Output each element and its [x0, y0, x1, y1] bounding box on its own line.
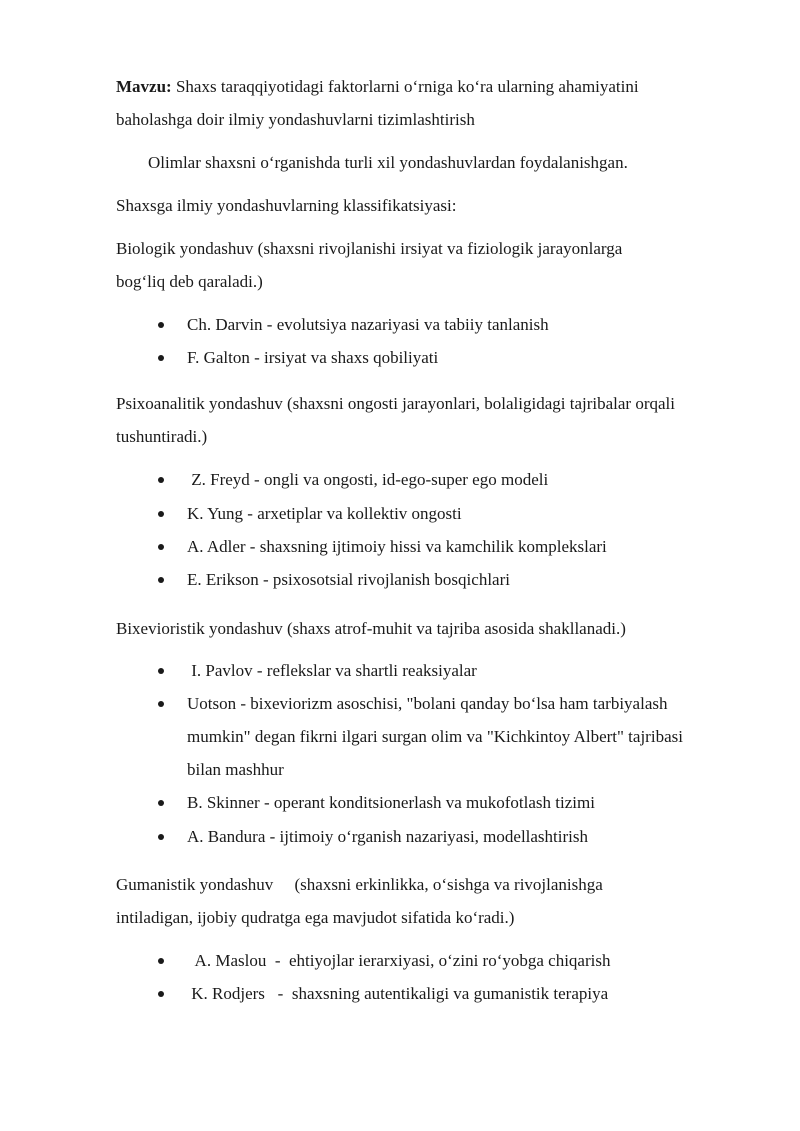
- bullet-icon: [158, 800, 164, 806]
- list-item: K. Rodjers - shaxsning autentikaligi va gumanistik terapiya: [0, 983, 800, 1005]
- bullet-icon: [158, 991, 164, 997]
- list-item: A. Adler - shaxsning ijtimoiy hissi va kamchilik komplekslari: [0, 536, 800, 558]
- section-title-psixoanalitik: Psixoanalitik yondashuv (shaxsni ongosti jarayonlari, bolaligidagi tajribalar orqali: [116, 394, 675, 413]
- classification-title: Shaxsga ilmiy yondashuvlarning klassifikatsiyasi:: [116, 196, 457, 215]
- section-title-biologik-cont: bog‘liq deb qaraladi.): [116, 272, 263, 291]
- section-title-biologik: Biologik yondashuv (shaxsni rivojlanishi irsiyat va fiziologik jarayonlarga: [116, 239, 623, 258]
- list-item: E. Erikson - psixosotsial rivojlanish bosqichlari: [0, 569, 800, 591]
- bullet-icon: [158, 477, 164, 483]
- bullet-icon: [158, 511, 164, 517]
- bullet-icon: [158, 577, 164, 583]
- topic-text-1: Shaxs taraqqiyotidagi faktorlarni o‘rniga ko‘ra ularning ahamiyatini: [175, 77, 639, 96]
- bullet-icon: [158, 544, 164, 550]
- section-title-gumanistik: Gumanistik yondashuv (shaxsni erkinlikka, o‘sishga va rivojlanishga: [116, 875, 603, 894]
- bullet-icon: [158, 322, 164, 328]
- list-item: Uotson - bixeviorizm asoschisi, "bolani qanday bo‘lsa ham tarbiyalash: [0, 693, 800, 715]
- list-item: K. Yung - arxetiplar va kollektiv ongosti: [0, 503, 800, 525]
- list-item: A. Bandura - ijtimoiy o‘rganish nazariyasi, modellashtirish: [0, 826, 800, 848]
- section-title-psixoanalitik-cont: tushuntiradi.): [116, 427, 208, 446]
- bullet-icon: [158, 355, 164, 361]
- topic-line-2: baholashga doir ilmiy yondashuvlarni tizimlashtirish: [116, 110, 475, 129]
- section-title-gumanistik-cont: intiladigan, ijobiy qudratga ega mavjudot sifatida ko‘radi.): [116, 908, 515, 927]
- bullet-icon: [158, 958, 164, 964]
- bullet-icon: [158, 701, 164, 707]
- list-item: I. Pavlov - reflekslar va shartli reaksiyalar: [0, 660, 800, 682]
- list-item-continuation: mumkin" degan fikrni ilgari surgan olim va "Kichkintoy Albert" tajribasi: [187, 727, 683, 746]
- list-item: B. Skinner - operant konditsionerlash va mukofotlash tizimi: [0, 792, 800, 814]
- list-item: A. Maslou - ehtiyojlar ierarxiyasi, o‘zini ro‘yobga chiqarish: [0, 950, 800, 972]
- topic-line-1: [116, 76, 639, 98]
- list-item: Z. Freyd - ongli va ongosti, id-ego-super ego modeli: [0, 469, 800, 491]
- bullet-icon: [158, 668, 164, 674]
- list-item: Ch. Darvin - evolutsiya nazariyasi va tabiiy tanlanish: [0, 314, 800, 336]
- intro-paragraph: Olimlar shaxsni o‘rganishda turli xil yondashuvlardan foydalanishgan.: [148, 153, 628, 172]
- topic-label: Mavzu:: [116, 77, 172, 96]
- list-item: F. Galton - irsiyat va shaxs qobiliyati: [0, 347, 800, 369]
- list-item-continuation: bilan mashhur: [187, 760, 284, 779]
- bullet-icon: [158, 834, 164, 840]
- section-title-bixevioristik: Bixevioristik yondashuv (shaxs atrof-muhit va tajriba asosida shakllanadi.): [116, 619, 626, 638]
